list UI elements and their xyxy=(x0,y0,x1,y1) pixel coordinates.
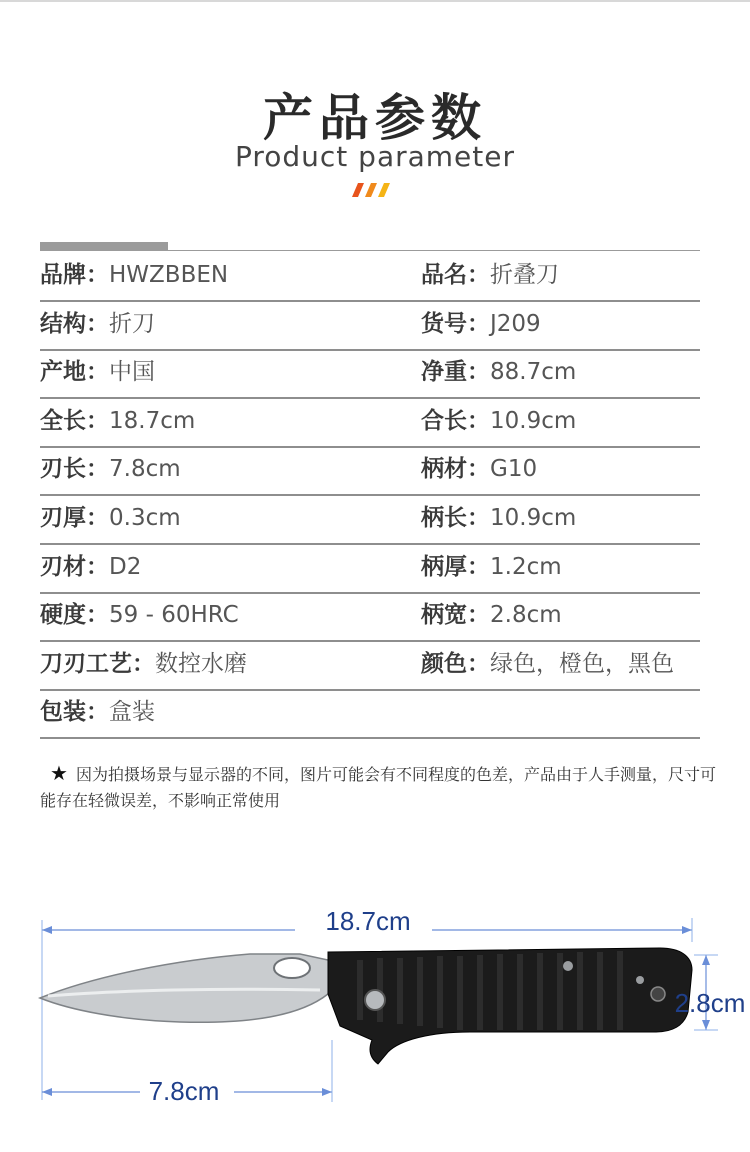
handle-width-arrow-bottom xyxy=(702,1020,710,1030)
spec-value: 折刀 xyxy=(109,310,155,337)
spec-label: 产地： xyxy=(40,359,109,386)
spec-label: 刃材： xyxy=(40,553,109,580)
spec-cell-left xyxy=(40,349,155,395)
handle-screw-top xyxy=(563,961,573,971)
spec-cell-right xyxy=(421,592,562,638)
spec-value: 数控水磨 xyxy=(155,650,247,677)
spec-cell-right xyxy=(421,252,559,298)
spec-value: 1.2cm xyxy=(490,553,562,580)
spec-label: 全长： xyxy=(40,407,109,434)
spec-value: 盒装 xyxy=(109,699,155,726)
spec-cell-left xyxy=(40,495,181,541)
spec-cell-left xyxy=(40,689,155,735)
spec-row xyxy=(40,252,700,302)
spec-cell-right xyxy=(421,446,537,492)
spec-value: 7.8cm xyxy=(109,456,181,483)
spec-value: 中国 xyxy=(109,359,155,386)
spec-row xyxy=(40,495,700,545)
spec-row xyxy=(40,689,700,739)
spec-value: 10.9cm xyxy=(490,505,577,531)
pivot-screw xyxy=(365,990,385,1010)
spec-label: 刀刃工艺： xyxy=(40,650,155,677)
overall-length-label: 18.7cm xyxy=(325,906,411,936)
spec-label: 柄材： xyxy=(421,456,490,483)
spec-label: 颜色： xyxy=(421,650,490,677)
blade-arrow-right xyxy=(322,1088,332,1096)
spec-value: D2 xyxy=(109,553,142,580)
page-subtitle: Product parameter xyxy=(234,140,516,173)
spec-cell-right xyxy=(421,349,576,395)
spec-label: 硬度： xyxy=(40,602,109,629)
spec-value: 18.7cm xyxy=(109,407,196,434)
spec-row xyxy=(40,641,700,691)
spec-cell-left xyxy=(40,301,155,347)
spec-value: HWZBBEN xyxy=(109,262,229,288)
spec-row xyxy=(40,349,700,399)
spec-cell-left xyxy=(40,398,195,444)
spec-value: G10 xyxy=(490,456,538,483)
spec-label: 刃长： xyxy=(40,456,109,483)
spec-label: 品名： xyxy=(421,262,490,288)
spec-label: 货号： xyxy=(421,310,490,337)
spec-cell-left xyxy=(40,544,141,590)
spec-value: 88.7cm xyxy=(490,359,577,386)
spec-cell-right xyxy=(421,398,576,444)
overall-arrow-left xyxy=(42,926,52,934)
spec-row xyxy=(40,446,700,496)
blade-thumb-hole xyxy=(274,958,310,978)
table-top-line xyxy=(40,250,700,251)
spec-label: 刃厚： xyxy=(40,505,109,531)
lanyard-hole xyxy=(651,987,665,1001)
spec-label: 柄宽： xyxy=(421,602,490,629)
overall-arrow-right xyxy=(682,926,692,934)
spec-row xyxy=(40,544,700,594)
spec-label: 品牌： xyxy=(40,262,109,288)
spec-label: 结构： xyxy=(40,310,109,337)
disclaimer-text: 因为拍摄场景与显示器的不同，图片可能会有不同程度的色差，产品由于人手测量，尺寸可能存在轻微误差，不影响正常使用 xyxy=(40,765,716,810)
spec-value: 折叠刀 xyxy=(490,262,559,288)
top-divider xyxy=(0,0,750,2)
spec-value: 0.3cm xyxy=(109,505,181,531)
spec-cell-left xyxy=(40,446,181,492)
spec-value: 绿色，橙色，黑色 xyxy=(490,650,674,677)
knife-dimension-diagram xyxy=(0,890,750,1110)
spec-label: 柄厚： xyxy=(421,553,490,580)
spec-value: 10.9cm xyxy=(490,407,577,434)
spec-cell-left xyxy=(40,592,239,638)
spec-cell-right xyxy=(421,301,541,347)
spec-cell-right xyxy=(421,544,562,590)
decorative-stripes xyxy=(348,183,392,197)
spec-label: 柄长： xyxy=(421,505,490,531)
blade-arrow-left xyxy=(42,1088,52,1096)
spec-cell-right xyxy=(421,641,674,687)
spec-label: 包装： xyxy=(40,699,109,726)
spec-row xyxy=(40,592,700,642)
spec-row xyxy=(40,301,700,351)
spec-value: J209 xyxy=(490,310,541,337)
handle-width-label: 2.8cm xyxy=(674,988,746,1018)
spec-label: 合长： xyxy=(421,407,490,434)
disclaimer-note xyxy=(40,760,730,814)
spec-value: 59 - 60HRC xyxy=(109,602,239,629)
handle-screw-rear xyxy=(636,976,644,984)
page-title: 产品参数 xyxy=(263,89,487,147)
spec-cell-left xyxy=(40,252,228,298)
blade-length-label: 7.8cm xyxy=(148,1076,220,1106)
spec-cell-right xyxy=(421,495,576,541)
spec-value: 2.8cm xyxy=(490,602,562,629)
spec-cell-left xyxy=(40,641,247,687)
spec-label: 净重： xyxy=(421,359,490,386)
spec-row xyxy=(40,398,700,448)
star-icon: ★ xyxy=(50,761,68,785)
handle-width-arrow-top xyxy=(702,955,710,965)
